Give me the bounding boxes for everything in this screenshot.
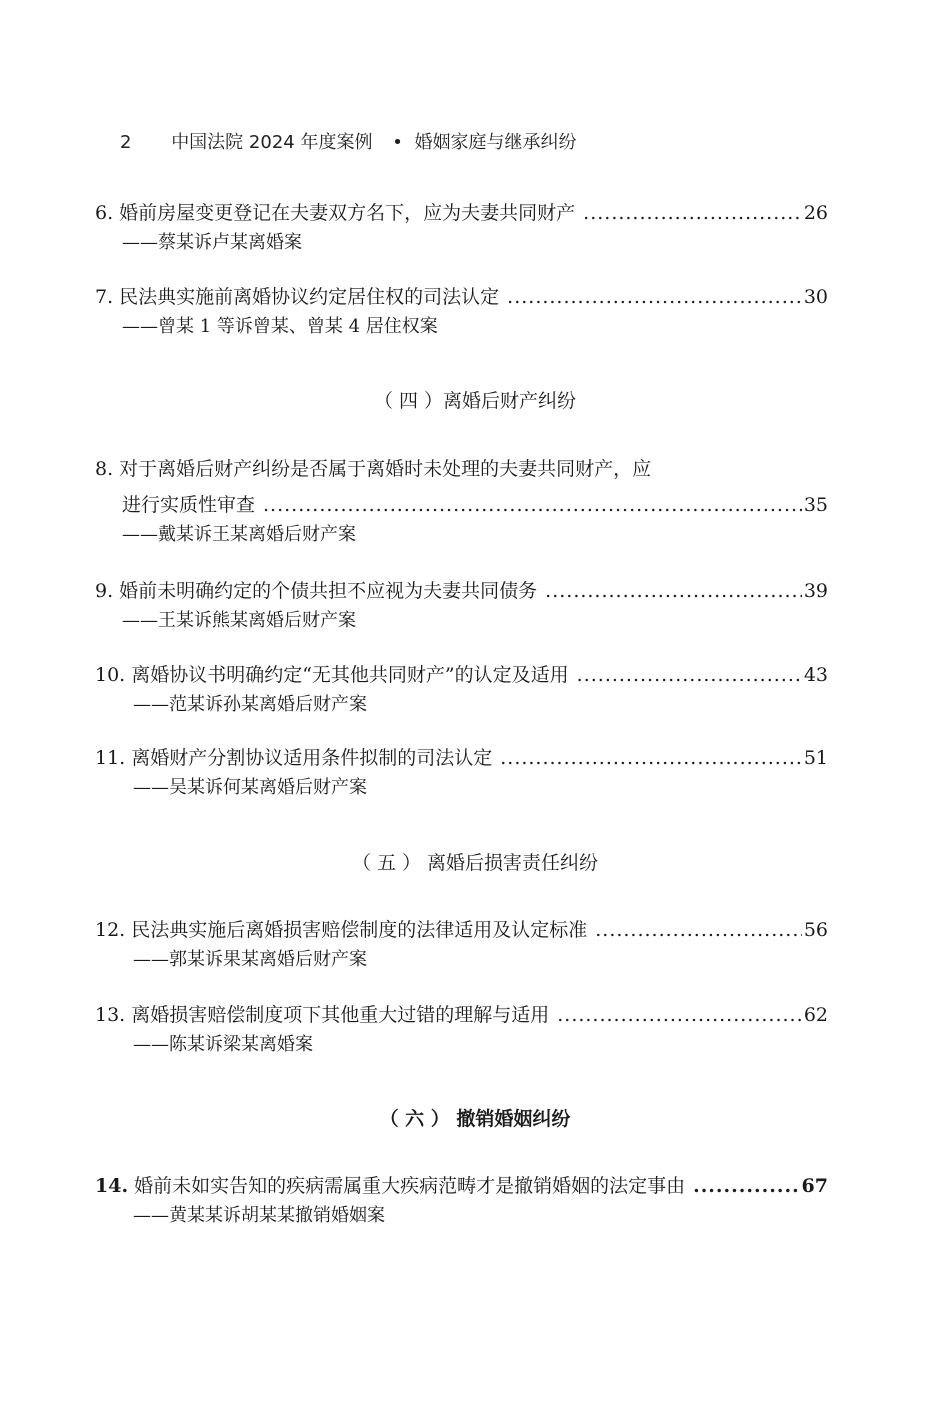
dot-leader bbox=[557, 1004, 802, 1026]
entry-title: 婚前未如实告知的疾病需属重大疾病范畴才是撤销婚姻的法定事由 bbox=[134, 1175, 686, 1197]
entry-case: ——吴某诉何某离婚后财产案 bbox=[133, 777, 367, 798]
dot-leader bbox=[577, 664, 802, 686]
entry-page: 39 bbox=[803, 580, 828, 602]
entry-number: 7. bbox=[95, 286, 114, 308]
entry-page: 62 bbox=[803, 1004, 828, 1026]
entry-title: 离婚损害赔偿制度项下其他重大过错的理解与适用 bbox=[131, 1004, 550, 1026]
toc-entry-10[interactable] bbox=[95, 660, 828, 720]
toc-entry-13[interactable] bbox=[95, 1000, 828, 1060]
dot-leader bbox=[507, 286, 802, 308]
entry-number: 6. bbox=[95, 202, 114, 224]
page-number: 2 bbox=[120, 132, 132, 153]
entry-case: ——曾某 1 等诉曾某、曾某 4 居住权案 bbox=[122, 316, 438, 337]
dot-leader bbox=[545, 580, 802, 602]
entry-number: 13. bbox=[95, 1004, 126, 1026]
toc-entry-7[interactable] bbox=[95, 282, 828, 342]
entry-title: 民法典实施前离婚协议约定居住权的司法认定 bbox=[119, 286, 500, 308]
entry-number: 11. bbox=[95, 747, 126, 769]
entry-number: 14. bbox=[95, 1175, 129, 1197]
entry-case: ——郭某诉果某离婚后财产案 bbox=[133, 949, 367, 970]
entry-title-line1: 对于离婚后财产纠纷是否属于离婚时未处理的夫妻共同财产，应 bbox=[119, 458, 652, 480]
volume-title: 婚姻家庭与继承纠纷 bbox=[414, 132, 577, 153]
dot-leader bbox=[583, 202, 802, 224]
section-heading-six: （ 六 ） 撤销婚姻纠纷 bbox=[379, 1108, 571, 1130]
toc-entry-11[interactable] bbox=[95, 743, 828, 803]
entry-case: ——黄某某诉胡某某撤销婚姻案 bbox=[133, 1205, 385, 1226]
entry-page: 56 bbox=[803, 919, 828, 941]
section-heading-five: （ 五 ） 离婚后损害责任纠纷 bbox=[351, 852, 599, 874]
entry-number: 8. bbox=[95, 458, 114, 480]
entry-case: ——戴某诉王某离婚后财产案 bbox=[122, 524, 356, 545]
dot-leader bbox=[693, 1175, 799, 1197]
entry-title: 离婚协议书明确约定“无其他共同财产”的认定及适用 bbox=[131, 664, 569, 686]
entry-title-line2: 进行实质性审查 bbox=[122, 494, 256, 516]
entry-page: 35 bbox=[803, 494, 828, 516]
dot-leader bbox=[595, 919, 802, 941]
book-title: 中国法院 2024 年度案例 bbox=[171, 132, 373, 153]
entry-number: 12. bbox=[95, 919, 126, 941]
entry-page: 43 bbox=[803, 664, 828, 686]
entry-case: ——陈某诉梁某离婚案 bbox=[133, 1034, 313, 1055]
entry-title: 婚前房屋变更登记在夫妻双方名下，应为夫妻共同财产 bbox=[119, 202, 576, 224]
dot-leader bbox=[500, 747, 802, 769]
entry-page: 26 bbox=[803, 202, 828, 224]
entry-page: 67 bbox=[801, 1175, 828, 1197]
entry-page: 30 bbox=[803, 286, 828, 308]
entry-page: 51 bbox=[803, 747, 828, 769]
header-separator: • bbox=[392, 132, 403, 153]
dot-leader bbox=[263, 494, 802, 516]
toc-entry-12[interactable] bbox=[95, 915, 828, 975]
toc-entry-8[interactable] bbox=[95, 454, 828, 550]
entry-title: 民法典实施后离婚损害赔偿制度的法律适用及认定标准 bbox=[131, 919, 588, 941]
toc-entry-9[interactable] bbox=[95, 576, 828, 636]
entry-title: 离婚财产分割协议适用条件拟制的司法认定 bbox=[131, 747, 493, 769]
entry-case: ——蔡某诉卢某离婚案 bbox=[122, 232, 302, 253]
running-header bbox=[120, 128, 577, 154]
entry-number: 9. bbox=[95, 580, 114, 602]
toc-entry-6[interactable] bbox=[95, 198, 828, 258]
entry-case: ——王某诉熊某离婚后财产案 bbox=[122, 610, 356, 631]
section-heading-four: （ 四 ）离婚后财产纠纷 bbox=[373, 390, 577, 412]
entry-case: ——范某诉孙某离婚后财产案 bbox=[133, 694, 367, 715]
entry-title: 婚前未明确约定的个债共担不应视为夫妻共同债务 bbox=[119, 580, 538, 602]
entry-number: 10. bbox=[95, 664, 126, 686]
toc-entry-14[interactable] bbox=[95, 1171, 828, 1231]
